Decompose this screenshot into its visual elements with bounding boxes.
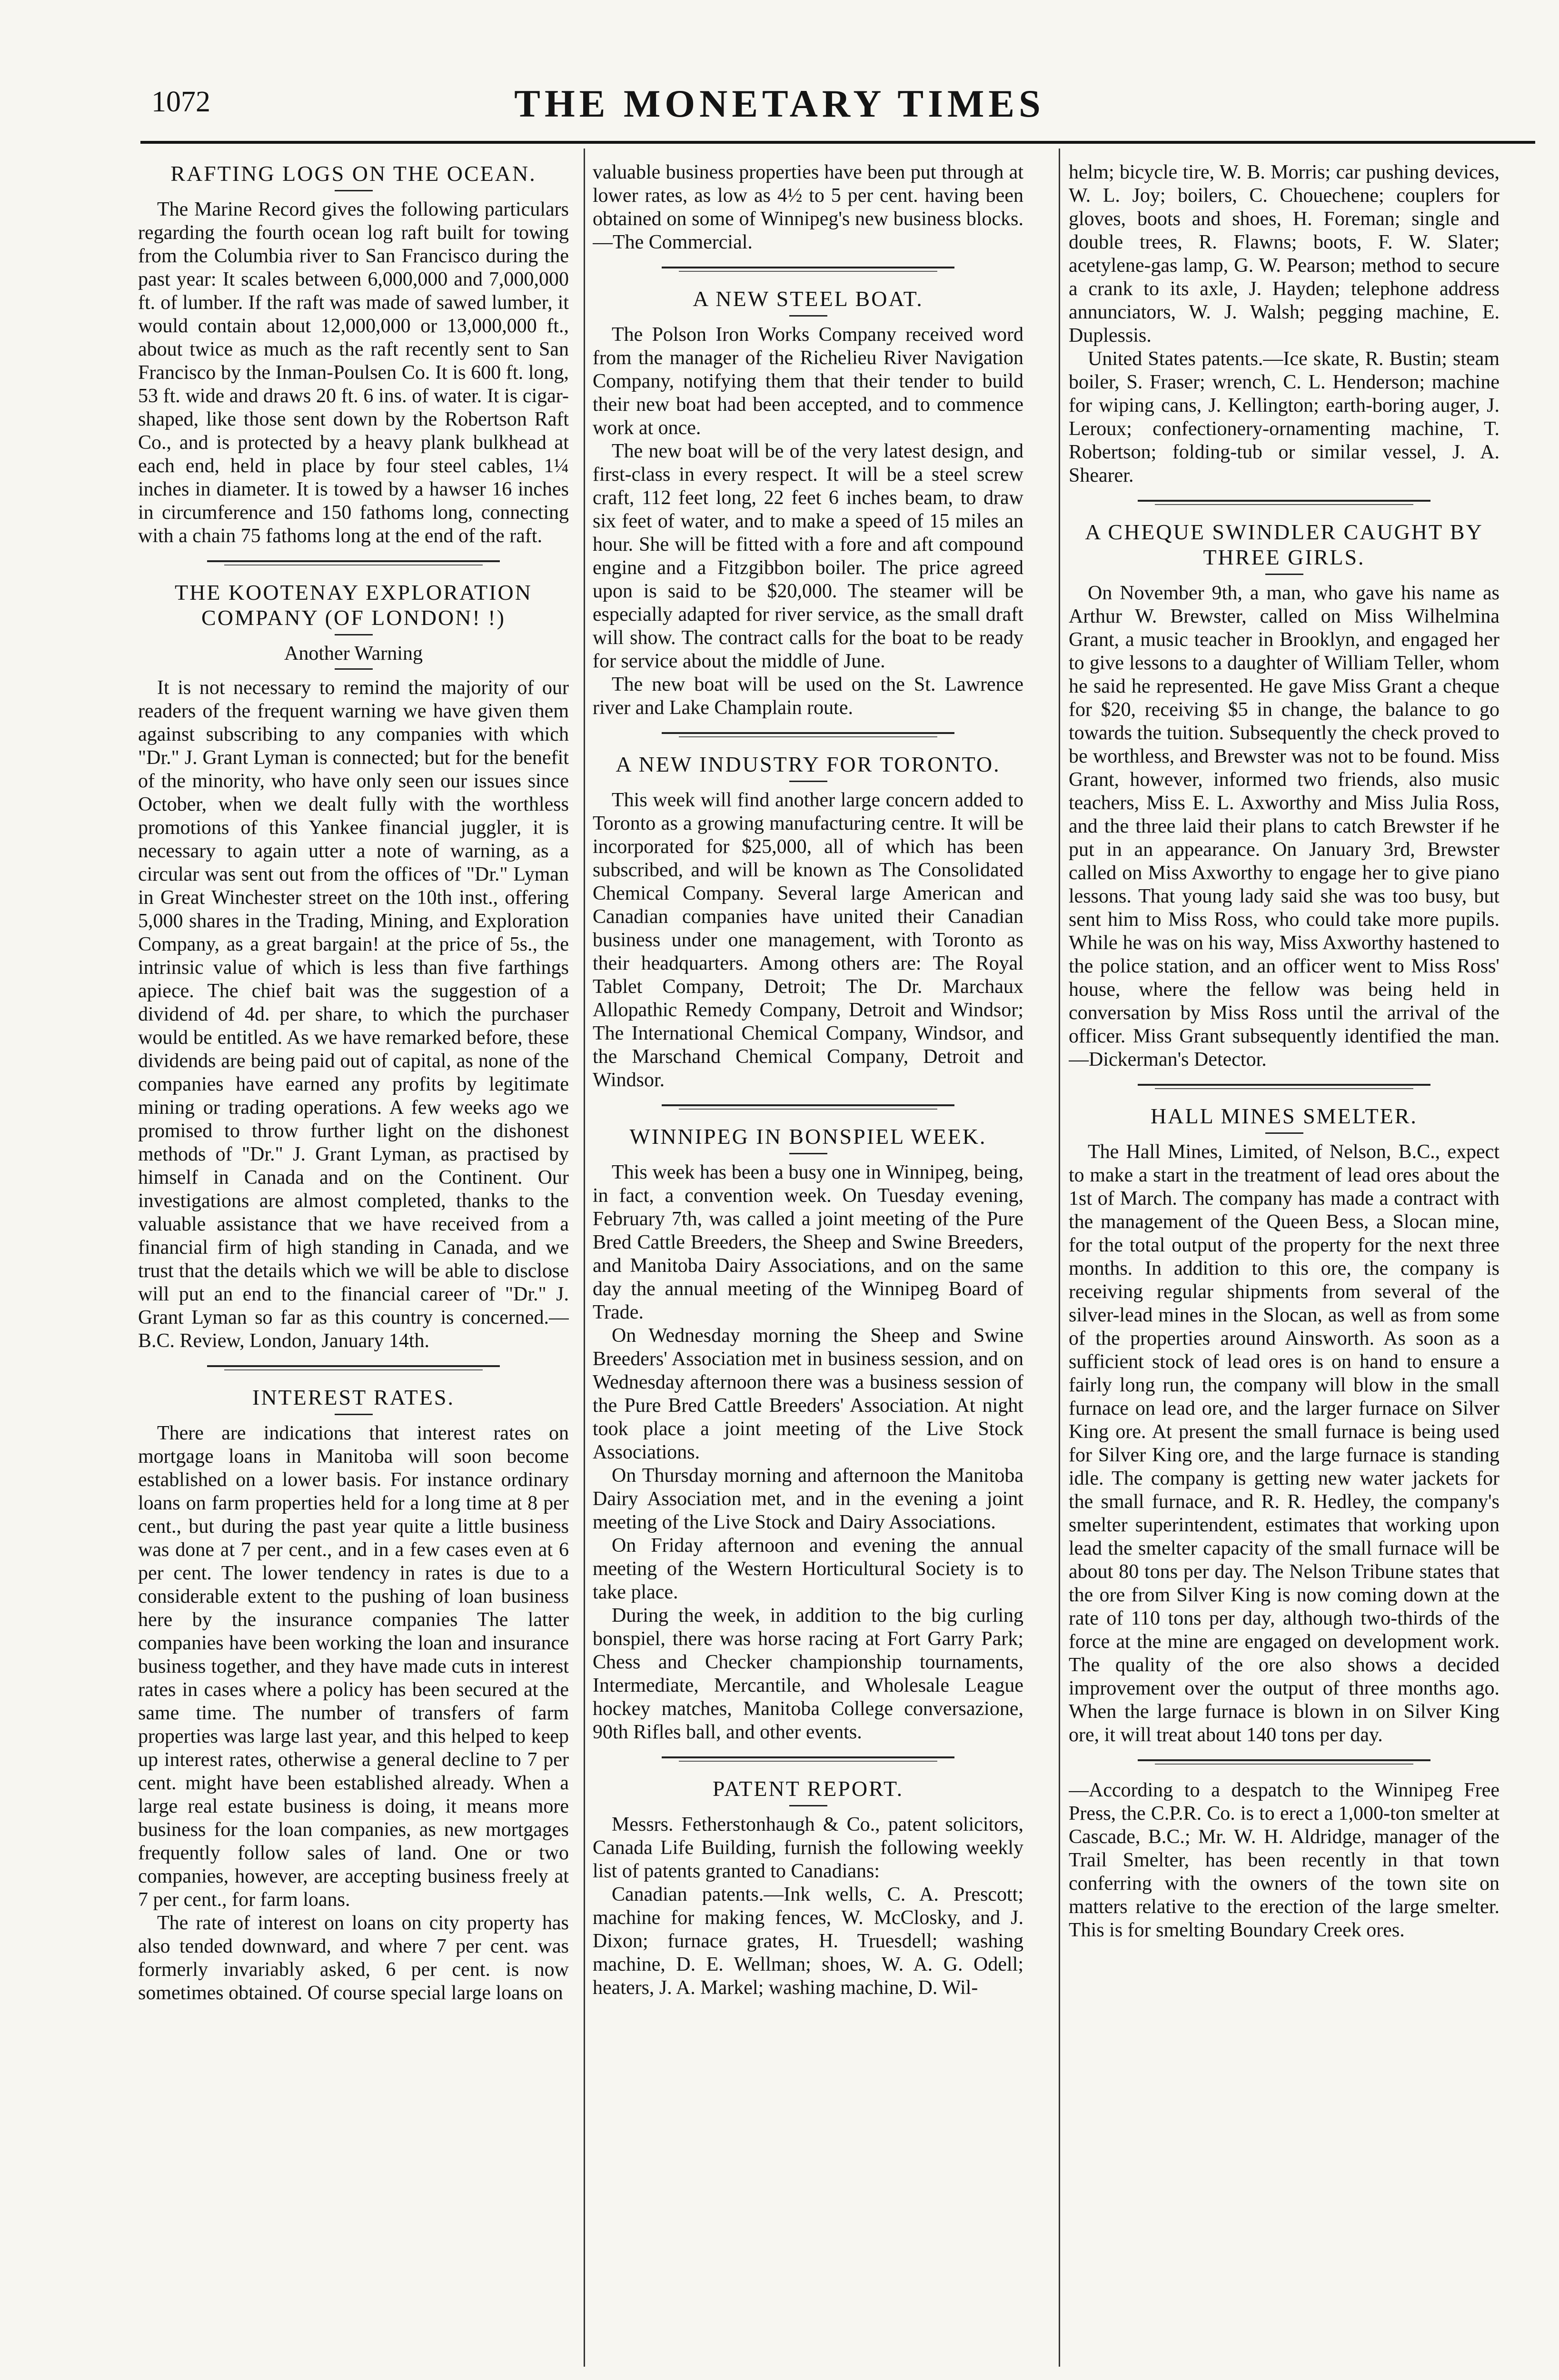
title-rule: [789, 1805, 827, 1806]
article-separator: [1069, 1084, 1499, 1089]
paragraph: United States patents.—Ice skate, R. Bustin; steam boiler, S. Fraser; wrench, C. L. Henderson; machine for wiping cans, J. Kellington; earth-boring auger, J. Leroux; confectionery-ornamenting machine, T. Robertson; folding-tub or similar vessel, J. A. Shearer.: [1069, 348, 1499, 486]
article: [593, 161, 1023, 254]
paragraph: The new boat will be used on the St. Lawrence river and Lake Champlain route.: [593, 674, 1023, 719]
article: [593, 1124, 1023, 1744]
paragraph: The Hall Mines, Limited, of Nelson, B.C., expect to make a start in the treatment of lead ores about the 1st of March. The company has made a contract with the management of the Queen Bess, a Slocan mine, for the total output of the property for the next three months. In addition to this ore, the company is receiving regular shipments from several of the silver-lead mines in the Slocan, as well as from some of the properties around Ainsworth. As soon as a sufficient stock of lead ores is on hand to ensure a fairly long run, the company will blow in the small furnace on lead ore, and the larger furnace on Silver King ore. At present the small furnace is being used for Silver King ore, and the large furnace is standing idle. The company is getting new water jackets for the small furnace, and R. R. Hedley, the company's smelter superintendent, estimates that working upon lead the smelter capacity of the small furnace will be about 80 tons per day. The Nelson Tribune states that the ore from Silver King is now coming down at the rate of 110 tons per day, although two-thirds of the force at the mine are engaged on development work. The quality of the ore also shows a decided improvement over the output of three months ago. When the large furnace is blown in on Silver King ore, it will treat about 140 tons per day.: [1069, 1141, 1499, 1746]
article-title: WINNIPEG IN BONSPIEL WEEK.: [629, 1124, 987, 1149]
column-rule-2: [1059, 149, 1060, 2367]
article-separator: [138, 560, 569, 565]
article: [593, 1776, 1023, 2000]
article-title: THE KOOTENAY EXPLORATION COMPANY (OF LONDON! !): [175, 580, 532, 630]
title-rule: [789, 781, 827, 782]
article-subtitle: Another Warning: [284, 643, 423, 664]
article-title: A NEW STEEL BOAT.: [693, 287, 923, 311]
title-rule: [335, 634, 373, 635]
article: [593, 286, 1023, 720]
paragraph: It is not necessary to remind the majority of our readers of the frequent warning we have given them against subscribing to any companies with which "Dr." J. Grant Lyman is connected; but for the benefit of the minority, who have only seen our issues since October, when we dealt fully with the worthless promotions of this Yankee financial juggler, it is necessary to again utter a note of warning, as a circular was sent out from the offices of "Dr." Lyman in Great Winchester street on the 10th inst., offering 5,000 shares in the Trading, Mining, and Exploration Company, as a great bargain! at the price of 5s., the intrinsic value of which is less than five farthings apiece. The chief bait was the suggestion of a dividend of 4d. per share, to which the purchaser would be entitled. As we have remarked before, these dividends are being paid out of capital, as none of the companies have earned any profits by legitimate mining or trading operations. A few weeks ago we promised to throw further light on the dishonest methods of "Dr." J. Grant Lyman, as practised by himself in Canada and on the Continent. Our investigations are almost completed, thanks to the valuable assistance that we have received from a financial firm of high standing in Canada, and we trust that the details which we will be able to disclose will put an end to the financial career of "Dr." J. Grant Lyman so far as this country is concerned.—B.C. Review, London, January 14th.: [138, 677, 569, 1352]
paragraph: The rate of interest on loans on city property has also tended downward, and where 7 per cent. was formerly invariably asked, 6 per cent. is now sometimes obtained. Of course special large loans on: [138, 1912, 569, 2004]
title-rule: [789, 315, 827, 317]
paragraph: helm; bicycle tire, W. B. Morris; car pushing devices, W. L. Joy; boilers, C. Chouechene; couplers for gloves, boots and shoes, H. Foreman; single and double trees, R. Flawns; boots, F. W. Slater; acetylene-gas lamp, G. W. Pearson; method to secure a crank to its axle, J. Hayden; telephone address annunciators, W. J. Walsh; pegging machine, E. Duplessis.: [1069, 161, 1499, 347]
article: [138, 1385, 569, 2005]
article: [1069, 161, 1499, 487]
paragraph: valuable business properties have been put through at lower rates, as low as 4½ to 5 per cent. having been obtained on some of Winnipeg's new business blocks.—The Commercial.: [593, 161, 1023, 253]
article-title: RAFTING LOGS ON THE OCEAN.: [170, 161, 536, 186]
article-title: INTEREST RATES.: [252, 1385, 455, 1409]
article-separator: [1069, 500, 1499, 505]
column-1: [138, 161, 569, 2374]
article-separator: [138, 1365, 569, 1370]
paragraph: This week has been a busy one in Winnipeg, being, in fact, a convention week. On Tuesday evening, February 7th, was called a joint meeting of the Pure Bred Cattle Breeders, the Sheep and Swine Breeders, and Manitoba Dairy Associations, and on the same day the annual meeting of the Winnipeg Board of Trade.: [593, 1161, 1023, 1323]
article: [138, 580, 569, 1353]
paragraph: This week will find another large concern added to Toronto as a growing manufacturing centre. It will be incorporated for $25,000, all of which has been subscribed, and will be known as The Consolidated Chemical Company. Several large American and Canadian companies have united their Canadian business under one management, with Toronto as their headquarters. Among others are: The Royal Tablet Company, Detroit; The Dr. Marchaux Allopathic Remedy Company, Detroit and Windsor; The International Chemical Company, Windsor, and the Marschand Chemical Company, Detroit and Windsor.: [593, 789, 1023, 1091]
article-separator: [593, 1104, 1023, 1110]
column-3: [1069, 161, 1499, 2374]
subtitle-rule: [335, 668, 373, 670]
article-title: PATENT REPORT.: [712, 1776, 904, 1801]
paragraph: Canadian patents.—Ink wells, C. A. Prescott; machine for making fences, W. McClosky, and J. Dixon; furnace grates, H. Truesdell; washing machine, D. E. Wellman; shoes, W. A. G. Odell; heaters, J. A. Markel; washing machine, D. Wil-: [593, 1884, 1023, 1999]
article-title: A CHEQUE SWINDLER CAUGHT BY THREE GIRLS.: [1085, 520, 1483, 569]
article: [138, 161, 569, 548]
paragraph: On Wednesday morning the Sheep and Swine Breeders' Association met in business session, and on Wednesday afternoon there was a business session of the Pure Bred Cattle Breeders' Association. At night took place a joint meeting of the Live Stock Associations.: [593, 1325, 1023, 1463]
article-separator: [593, 267, 1023, 272]
column-2: [593, 161, 1023, 2374]
page-number: 1072: [151, 86, 210, 118]
paragraph: During the week, in addition to the big curling bonspiel, there was horse racing at Fort Garry Park; Chess and Checker championship tournaments, Intermediate, Mercantile, and Wholesale League hockey matches, Manitoba College conversazione, 90th Rifles ball, and other events.: [593, 1605, 1023, 1743]
article: [1069, 1103, 1499, 1747]
article: [593, 752, 1023, 1092]
column-rule-1: [584, 149, 585, 2367]
paragraph: The new boat will be of the very latest design, and first-class in every respect. It will be a steel screw craft, 112 feet long, 22 feet 6 inches beam, to draw six feet of water, and to make a speed of 15 miles an hour. She will be fitted with a fore and aft compound engine and a Fitzgibbon boiler. The price agreed upon is said to be $20,000. The steamer will be especially adapted for river service, as the small draft will show. The contract calls for the boat to be ready for service about the middle of June.: [593, 440, 1023, 672]
title-rule: [1265, 1132, 1303, 1134]
article-separator: [1069, 1759, 1499, 1765]
article-separator: [593, 732, 1023, 737]
article-separator: [593, 1756, 1023, 1762]
article: [1069, 519, 1499, 1071]
title-rule: [789, 1153, 827, 1154]
paragraph: The Marine Record gives the following particulars regarding the fourth ocean log raft built for towing from the Columbia river to San Francisco during the past year: It scales between 6,000,000 and 7,000,000 ft. of lumber. If the raft was made of sawed lumber, it would contain about 12,000,000 or 13,000,000 ft., about twice as much as the raft recently sent to San Francisco by the Inman-Poulsen Co. It is 600 ft. long, 53 ft. wide and draws 20 ft. 6 ins. of water. It is cigar-shaped, like those sent down by the Robertson Raft Co., and is protected by a heavy plank bulkhead at each end, held in place by four steel cables, 1¼ inches in diameter. It is towed by a hawser 16 inches in circumference and 150 fathoms long, connecting with a chain 75 fathoms long at the end of the raft.: [138, 198, 569, 547]
article-title: HALL MINES SMELTER.: [1151, 1104, 1418, 1128]
paragraph: —According to a despatch to the Winnipeg Free Press, the C.P.R. Co. is to erect a 1,000-ton smelter at Cascade, B.C.; Mr. W. H. Aldridge, manager of the Trail Smelter, has been recently in that town conferring with the owners of the town site on matters relative to the erection of the large smelter. This is for smelting Boundary Creek ores.: [1069, 1779, 1499, 1941]
paragraph: On Friday afternoon and evening the annual meeting of the Western Horticultural Society is to take place.: [593, 1535, 1023, 1603]
paragraph: Messrs. Fetherstonhaugh & Co., patent solicitors, Canada Life Building, furnish the following weekly list of patents granted to Canadians:: [593, 1814, 1023, 1882]
paragraph: On November 9th, a man, who gave his name as Arthur W. Brewster, called on Miss Wilhelmina Grant, a music teacher in Brooklyn, and engaged her to give lessons to a daughter of William Teller, whom he said he represented. He gave Miss Grant a cheque for $20, receiving $5 in change, the balance to go towards the tuition. Subsequently the check proved to be worthless, and Brewster was not to be found. Miss Grant, however, informed two friends, also music teachers, Miss E. L. Axworthy and Miss Julia Ross, and the three laid their plans to catch Brewster if he put in an appearance. On January 3rd, Brewster called on Miss Axworthy to engage her to give piano lessons. That young lady said she was too busy, but sent him to Miss Ross, who could take more pupils. While he was on his way, Miss Axworthy hastened to the police station, and an officer went to Miss Ross' house, where the fellow was being held in conversation by Miss Ross until the arrival of the officer. Miss Grant subsequently identified the man.—Dickerman's Detector.: [1069, 582, 1499, 1071]
paragraph: The Polson Iron Works Company received word from the manager of the Richelieu River Navigation Company, notifying them that their tender to build their new boat had been accepted, and to commence work at once.: [593, 324, 1023, 439]
paragraph: On Thursday morning and afternoon the Manitoba Dairy Association met, and in the evening a joint meeting of the Live Stock and Dairy Associations.: [593, 1465, 1023, 1533]
title-rule: [335, 1414, 373, 1415]
article: [1069, 1779, 1499, 1942]
header-rule: [140, 141, 1535, 144]
masthead: THE MONETARY TIMES: [514, 82, 1045, 125]
title-rule: [1265, 574, 1303, 575]
paragraph: There are indications that interest rates on mortgage loans in Manitoba will soon become established on a lower basis. For instance ordinary loans on farm properties held for a long time at 8 per cent., but during the past year quite a little business was done at 7 per cent., and in a few cases even at 6 per cent. The lower tendency in rates is due to a considerable extent to the pushing of loan business here by the insurance companies The latter companies have been working the loan and insurance business together, and they have made cuts in interest rates in cases where a policy has been secured at the same time. The number of transfers of farm properties was large last year, and this helped to keep up interest rates, otherwise a general decline to 7 per cent. might have been established already. When a large real estate business is doing, it means more business for the loan companies, as new mortgages frequently follow sales of land. One or two companies, however, are accepting business freely at 7 per cent., for farm loans.: [138, 1422, 569, 1911]
title-rule: [335, 190, 373, 191]
article-title: A NEW INDUSTRY FOR TORONTO.: [616, 752, 1001, 776]
